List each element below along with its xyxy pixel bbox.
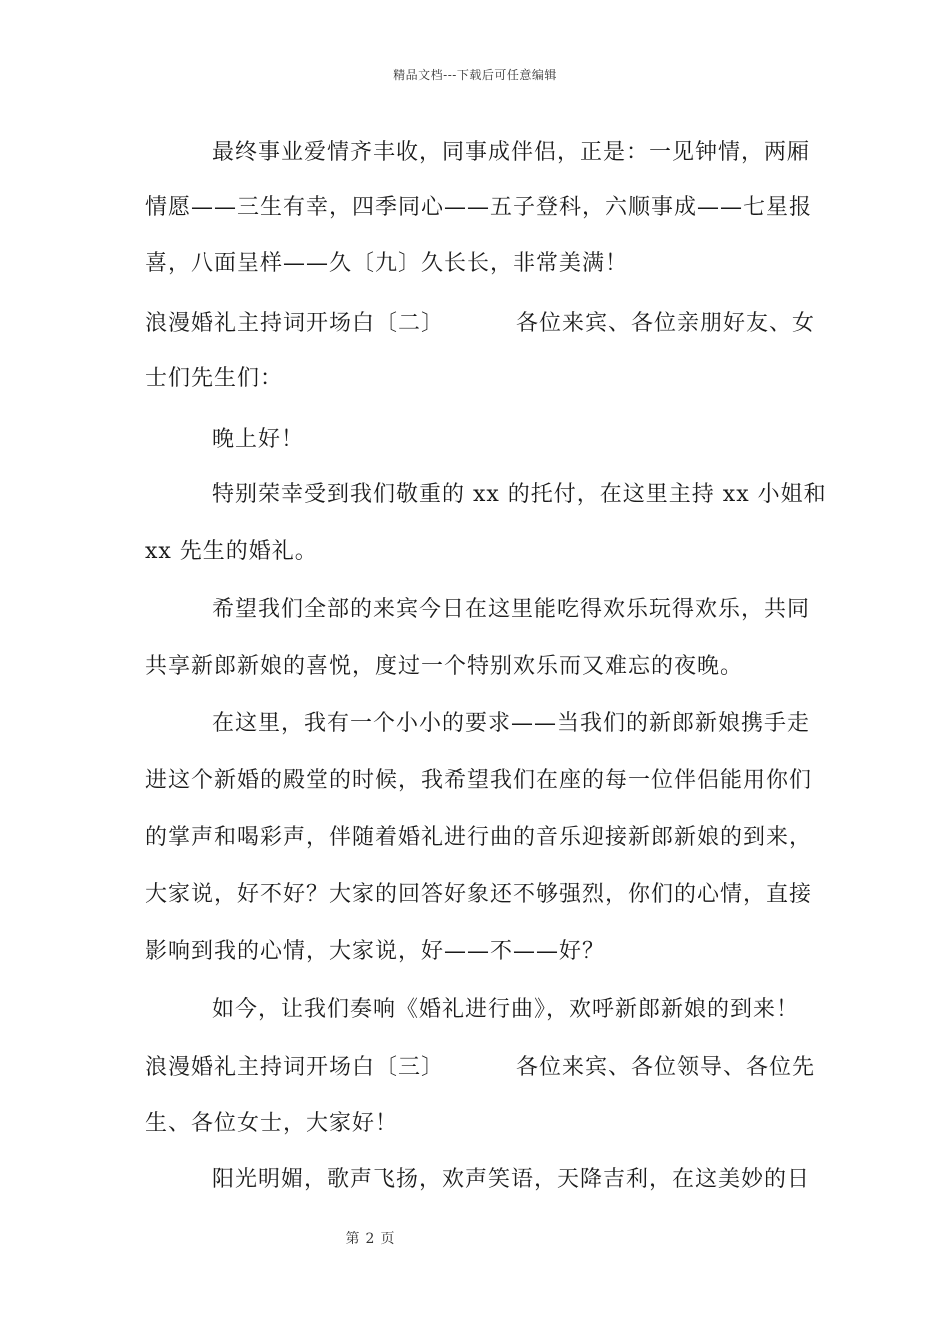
section-intro-text: 各位来宾、各位领导、各位先 [516, 1055, 816, 1080]
page-number [0, 1228, 740, 1248]
paragraph-line: 希望我们全部的来宾今日在这里能吃得欢乐玩得欢乐，共同 [212, 597, 811, 622]
paragraph-line: 进这个新婚的殿堂的时候，我希望我们在座的每一位伴侣能用你们 [145, 768, 813, 793]
paragraph-line: 喜，八面呈样——久〔九〕久长长，非常美满！ [145, 251, 629, 276]
paragraph-line: 大家说，好不好？大家的回答好象还不够强烈，你们的心情，直接 [145, 882, 813, 907]
section-heading: 浪漫婚礼主持词开场白〔三〕 [145, 1055, 445, 1080]
page-number-value: 2 [365, 1231, 375, 1247]
page-number-prefix: 第 [345, 1231, 360, 1247]
paragraph-line: 如今，让我们奏响《婚礼进行曲》，欢呼新郎新娘的到来！ [212, 997, 800, 1022]
paragraph-line: 最终事业爱情齐丰收，同事成伴侣，正是：一见钟情，两厢 [212, 140, 811, 165]
section-heading-line [145, 309, 815, 339]
section-heading: 浪漫婚礼主持词开场白〔二〕 [145, 311, 445, 336]
paragraph-line: 影响到我的心情，大家说，好——不——好？ [145, 939, 606, 964]
paragraph-line: 晚上好！ [212, 427, 305, 452]
paragraph-line: 阳光明媚，歌声飞扬，欢声笑语，天降吉利，在这美妙的日 [212, 1167, 811, 1192]
paragraph-line: xx 先生的婚礼。 [145, 539, 318, 564]
paragraph-line: 的掌声和喝彩声，伴随着婚礼进行曲的音乐迎接新郎新娘的到来， [145, 825, 813, 850]
paragraph-line: 在这里，我有一个小小的要求——当我们的新郎新娘携手走 [212, 711, 811, 736]
paragraph-line: 士们先生们： [145, 366, 284, 391]
paragraph-line: 特别荣幸受到我们敬重的 xx 的托付，在这里主持 xx 小姐和 [212, 482, 827, 507]
page-header: 精品文档---下载后可任意编辑 [393, 68, 557, 82]
section-heading-line [145, 1053, 815, 1083]
paragraph-line: 共享新郎新娘的喜悦，度过一个特别欢乐而又难忘的夜晚。 [145, 654, 744, 679]
paragraph-line: 生、各位女士，大家好！ [145, 1111, 399, 1136]
section-intro-text: 各位来宾、各位亲朋好友、女 [516, 311, 816, 336]
page-number-suffix: 页 [380, 1231, 395, 1247]
paragraph-line: 情愿——三生有幸，四季同心——五子登科，六顺事成——七星报 [145, 195, 813, 220]
